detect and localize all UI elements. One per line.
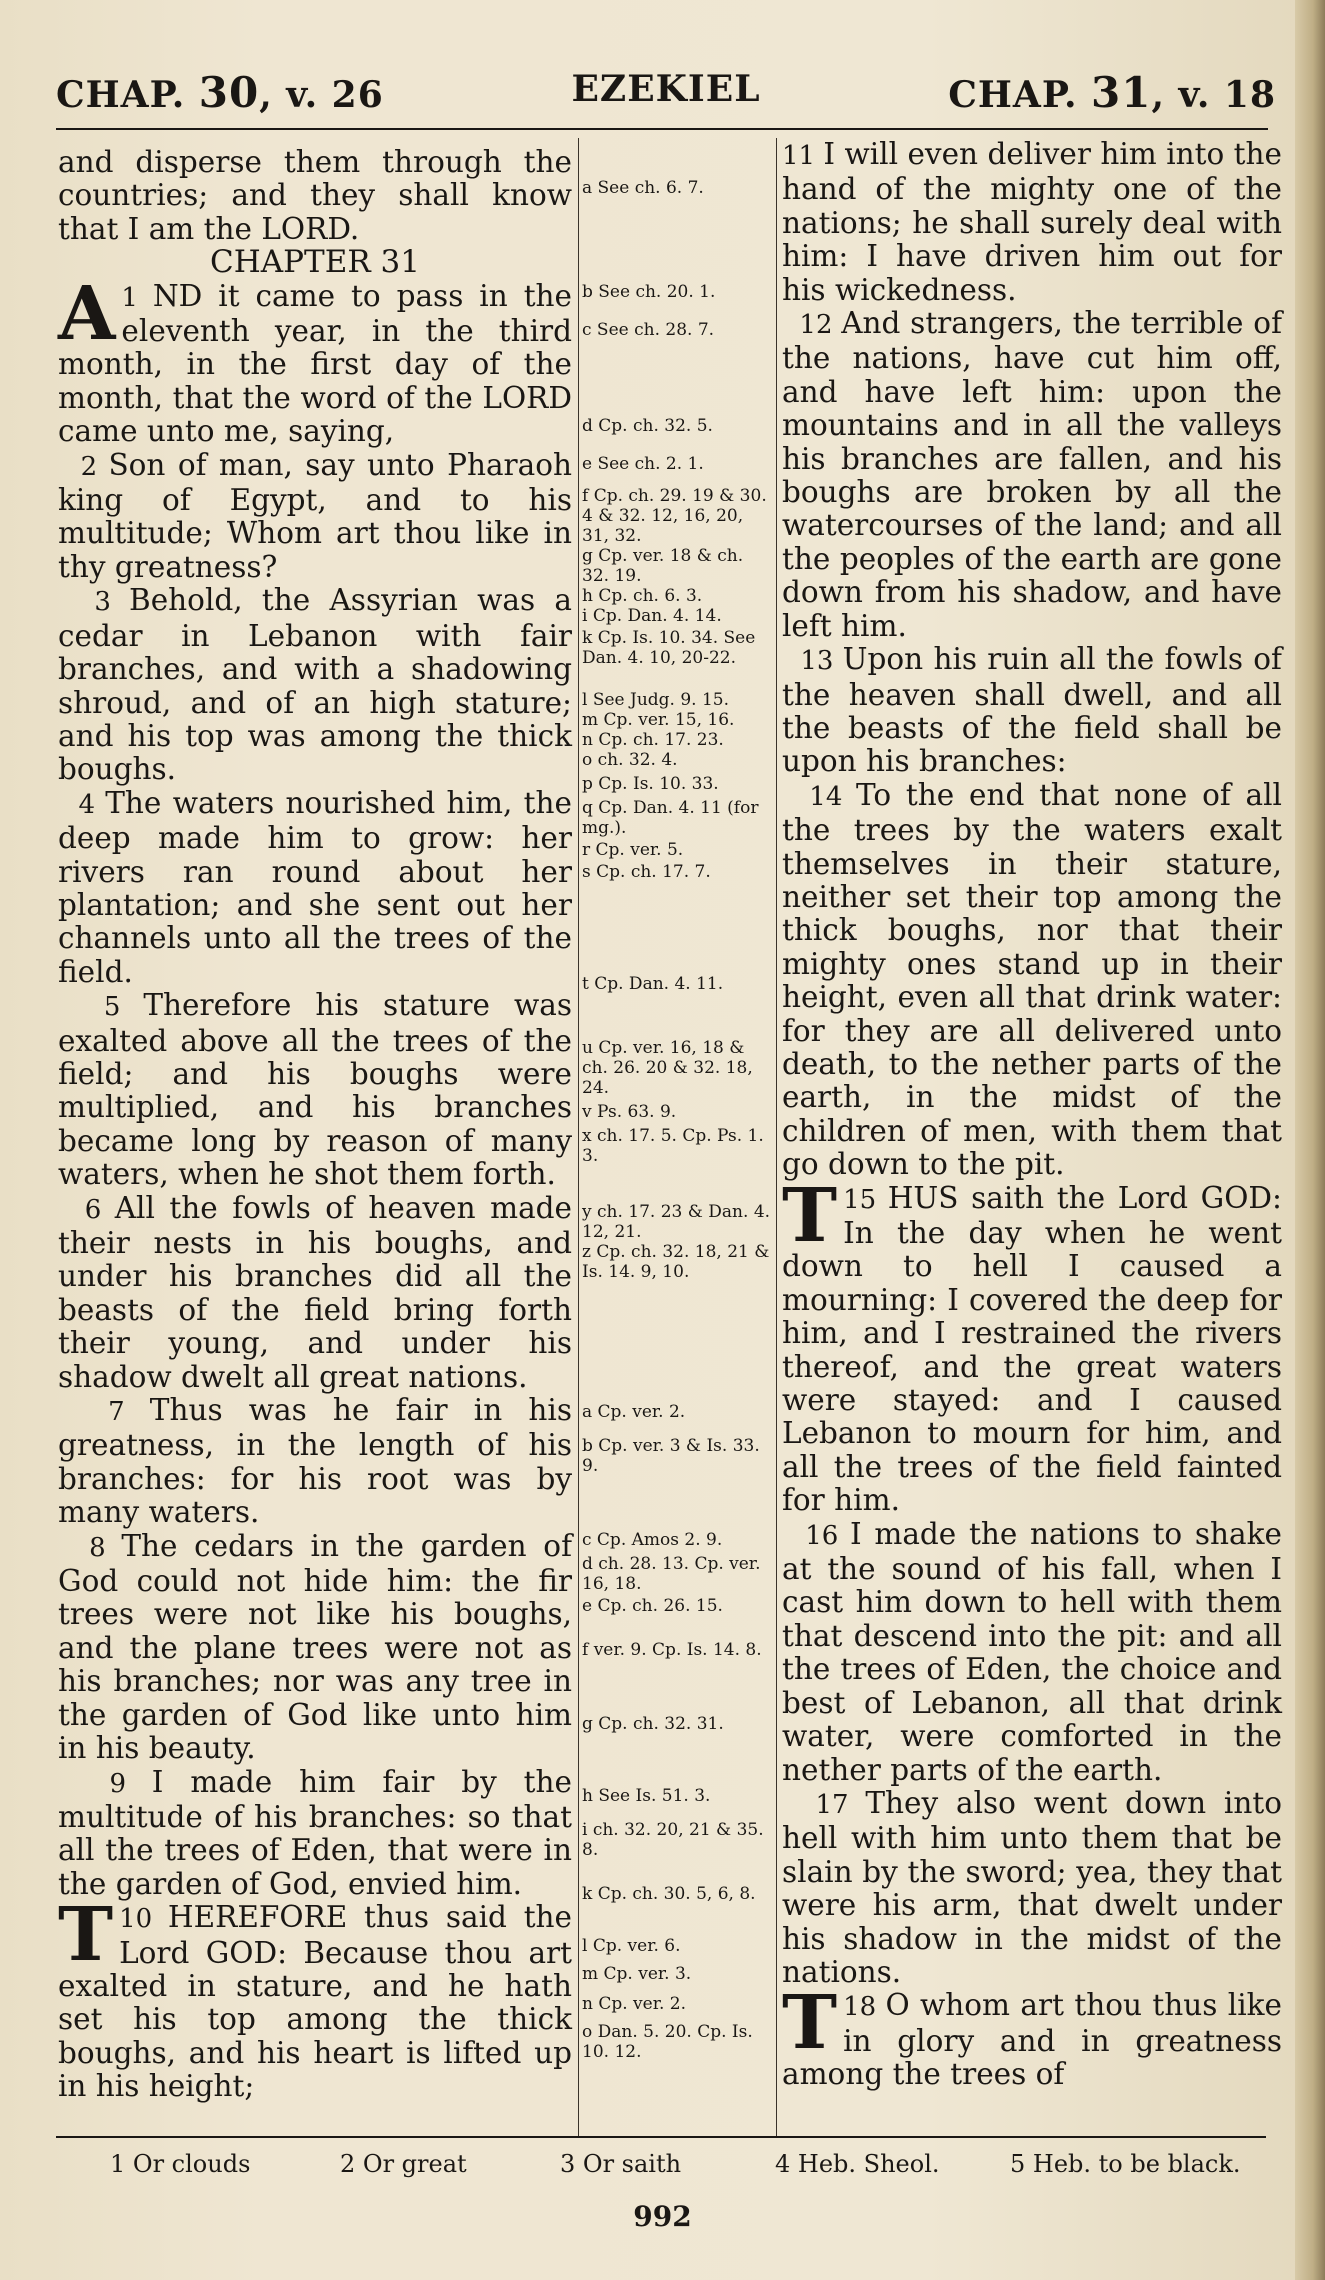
verse-10: 10 T HEREFORE thus said the Lord GOD: Because thou art exalted in stature, and he hath set his top among the thick boughs, and his heart is lifted up in his height; <box>58 1892 572 2104</box>
xref-entry: h See Is. 51. 3. <box>582 1786 711 1806</box>
drop-cap: T <box>782 1172 838 1259</box>
verse-2: 2 Son of man, say unto Pharaoh king of Egypt, and to his multitude; Whom art thou like in thy greatness? <box>58 447 572 584</box>
verse-1: 1 A ND it came to pass in the eleventh year, in the third month, in the first day of the month, that the word of the LORD came unto me, saying, <box>58 270 573 449</box>
header-book-title: EZEKIEL <box>571 68 761 110</box>
xref-entry: o Dan. 5. 20. Cp. Is. 10. 12. <box>582 2022 753 2062</box>
xref-entry: t Cp. Dan. 4. 11. <box>582 974 724 994</box>
xref-entry: g Cp. ver. 18 & ch. 32. 19. <box>582 546 744 586</box>
xref-entry: f Cp. ch. 29. 19 & 30. 4 & 32. 12, 16, 20, 31, 32. <box>582 486 767 546</box>
book-spine-edge <box>1295 0 1325 2280</box>
verse-11: 11 I will even deliver him into the hand of the mighty one of the nations; he shall surely deal with him: I have driven him out for his wickedness. <box>782 137 1282 307</box>
xref-entry: n Cp. ver. 2. <box>582 1994 687 2014</box>
verse-6: 6 All the fowls of heaven made their nests in his boughs, and under his branches did all the beasts of the field bring forth their young, and under his shadow dwelt all great nations. <box>58 1190 573 1394</box>
footnote: 1 Or clouds <box>110 2150 251 2178</box>
verse-30-26-end: and disperse them through the countries; and they shall know that I am the LORD. <box>58 145 572 246</box>
running-header <box>56 68 1276 128</box>
xref-entry: g Cp. ch. 32. 31. <box>582 1714 724 1734</box>
xref-entry: h Cp. ch. 6. 3. <box>582 586 703 606</box>
verse-17: 17 They also went down into hell with him unto them that be slain by the sword; yea, they that were his arm, that dwelt under his shadow in the midst of the nations. <box>782 1785 1282 1989</box>
xref-entry: c Cp. Amos 2. 9. <box>582 1530 723 1550</box>
verse-12: 12 And strangers, the terrible of the nations, have cut him off, and have left him: upon the mountains and in all the valleys his branches are fallen, and his boughs are broken by all the watercourses of the land; and all the peoples of the earth are gone down from his shadow, and have left him. <box>782 306 1282 643</box>
verse-8: 8 The cedars in the garden of God could not hide him: the fir trees were not like his boughs, and the plane trees were not as his branches; nor was any tree in the garden of God like unto him in his beauty. <box>58 1528 572 1766</box>
xref-entry: d Cp. ch. 32. 5. <box>582 416 713 436</box>
xref-entry: i ch. 32. 20, 21 & 35. 8. <box>582 1820 764 1860</box>
verse-3: 3 Behold, the Assyrian was a cedar in Lebanon with fair branches, and with a shadowing shroud, and of an high stature; and his top was among the thick boughs. <box>58 583 572 787</box>
header-rule <box>56 128 1268 130</box>
left-text-column <box>58 146 572 2104</box>
footnotes <box>110 2150 1270 2190</box>
footnote: 2 Or great <box>340 2150 467 2178</box>
verse-5: 5 Therefore his stature was exalted above all the trees of the field; and his boughs were multiplied, and his branches became long by reason of many waters, when he shot them forth. <box>58 988 572 1192</box>
verse-14: 14 To the end that none of all the trees by the waters exalt themselves in their stature, neither set their top among the thick boughs, nor that their mighty ones stand up in their height, even all that drink water: for they are all delivered unto death, to the nether parts of the earth, in the midst of the children of men, with them that go down to the pit. <box>782 777 1282 1182</box>
column-divider-right <box>776 138 777 2138</box>
chapter-heading: CHAPTER 31 <box>210 244 420 281</box>
xref-entry: o ch. 32. 4. <box>582 750 678 770</box>
xref-entry: a Cp. ver. 2. <box>582 1402 686 1422</box>
verse-9: 9 I made him fair by the multitude of his branches: so that all the trees of Eden, that were in the garden of God, envied him. <box>58 1764 572 1901</box>
xref-entry: k Cp. ch. 30. 5, 6, 8. <box>582 1884 756 1904</box>
xref-entry: z Cp. ch. 32. 18, 21 & Is. 14. 9, 10. <box>582 1242 770 1282</box>
xref-entry: i Cp. Dan. 4. 14. <box>582 606 722 626</box>
verse-7: 7 Thus was he fair in his greatness, in the length of his branches: for his root was by many waters. <box>58 1393 572 1530</box>
xref-entry: e See ch. 2. 1. <box>582 454 704 474</box>
xref-entry: q Cp. Dan. 4. 11 (for mg.). <box>582 798 759 838</box>
drop-cap: T <box>782 1980 838 2067</box>
xref-entry: e Cp. ch. 26. 15. <box>582 1596 723 1616</box>
xref-entry: f ver. 9. Cp. Is. 14. 8. <box>582 1640 762 1660</box>
footnote: 3 Or saith <box>560 2150 682 2178</box>
page-number: 992 <box>633 2200 692 2233</box>
footnote: 5 Heb. to be black. <box>1010 2150 1241 2178</box>
xref-entry: c See ch. 28. 7. <box>582 320 715 340</box>
xref-entry: m Cp. ver. 3. <box>582 1964 692 1984</box>
xref-entry: k Cp. Is. 10. 34. See Dan. 4. 10, 20-22. <box>582 628 756 668</box>
verse-16: 16 I made the nations to shake at the sound of his fall, when I cast him down to hell with them that descend into the pit: and all the trees of Eden, the choice and best of Lebanon, all that drink water, were comforted in the nether parts of the earth. <box>782 1516 1282 1787</box>
verse-15: 15 T HUS saith the Lord GOD: In the day when he went down to hell I caused a mourning: I covered the deep for him, and I restrained the rivers thereof, and the great waters were stayed: and I caused Lebanon to mourn for him, and all the trees of the field fainted for him. <box>782 1172 1282 1518</box>
header-left: CHAP. 30, v. 26 <box>56 68 384 117</box>
xref-entry: p Cp. Is. 10. 33. <box>582 774 719 794</box>
xref-entry: u Cp. ver. 16, 18 & ch. 26. 20 & 32. 18, 24. <box>582 1038 753 1098</box>
footnote: 4 Heb. Sheol. <box>775 2150 940 2178</box>
header-right: CHAP. 31, v. 18 <box>948 68 1276 117</box>
xref-entry: b Cp. ver. 3 & Is. 33. 9. <box>582 1436 760 1476</box>
xref-entry: s Cp. ch. 17. 7. <box>582 862 711 882</box>
xref-entry: v Ps. 63. 9. <box>582 1102 677 1122</box>
xref-entry: l Cp. ver. 6. <box>582 1936 681 1956</box>
verse-13: 13 Upon his ruin all the fowls of the heaven shall dwell, and all the beasts of the field shall be upon his branches: <box>782 642 1282 779</box>
xref-entry: m Cp. ver. 15, 16. <box>582 710 735 730</box>
footnote-rule <box>56 2136 1266 2138</box>
xref-entry: b See ch. 20. 1. <box>582 282 716 302</box>
column-divider-left <box>578 138 579 2138</box>
xref-entry: l See Judg. 9. 15. <box>582 690 730 710</box>
xref-entry: d ch. 28. 13. Cp. ver. 16, 18. <box>582 1554 761 1594</box>
verse-4: 4 The waters nourished him, the deep made him to grow: her rivers ran round about her plantation; and she sent out her channels unto all the trees of the field. <box>58 785 572 989</box>
verse-18: 18 T O whom art thou thus like in glory and in greatness among the trees of <box>782 1980 1282 2092</box>
xref-entry: a See ch. 6. 7. <box>582 178 704 198</box>
xref-entry: r Cp. ver. 5. <box>582 840 684 860</box>
drop-cap: T <box>58 1892 114 1979</box>
xref-entry: n Cp. ch. 17. 23. <box>582 730 724 750</box>
drop-cap: A <box>58 270 116 357</box>
xref-entry: y ch. 17. 23 & Dan. 4. 12, 21. <box>582 1202 771 1242</box>
right-text-column <box>782 138 1282 2092</box>
xref-entry: x ch. 17. 5. Cp. Ps. 1. 3. <box>582 1126 764 1166</box>
